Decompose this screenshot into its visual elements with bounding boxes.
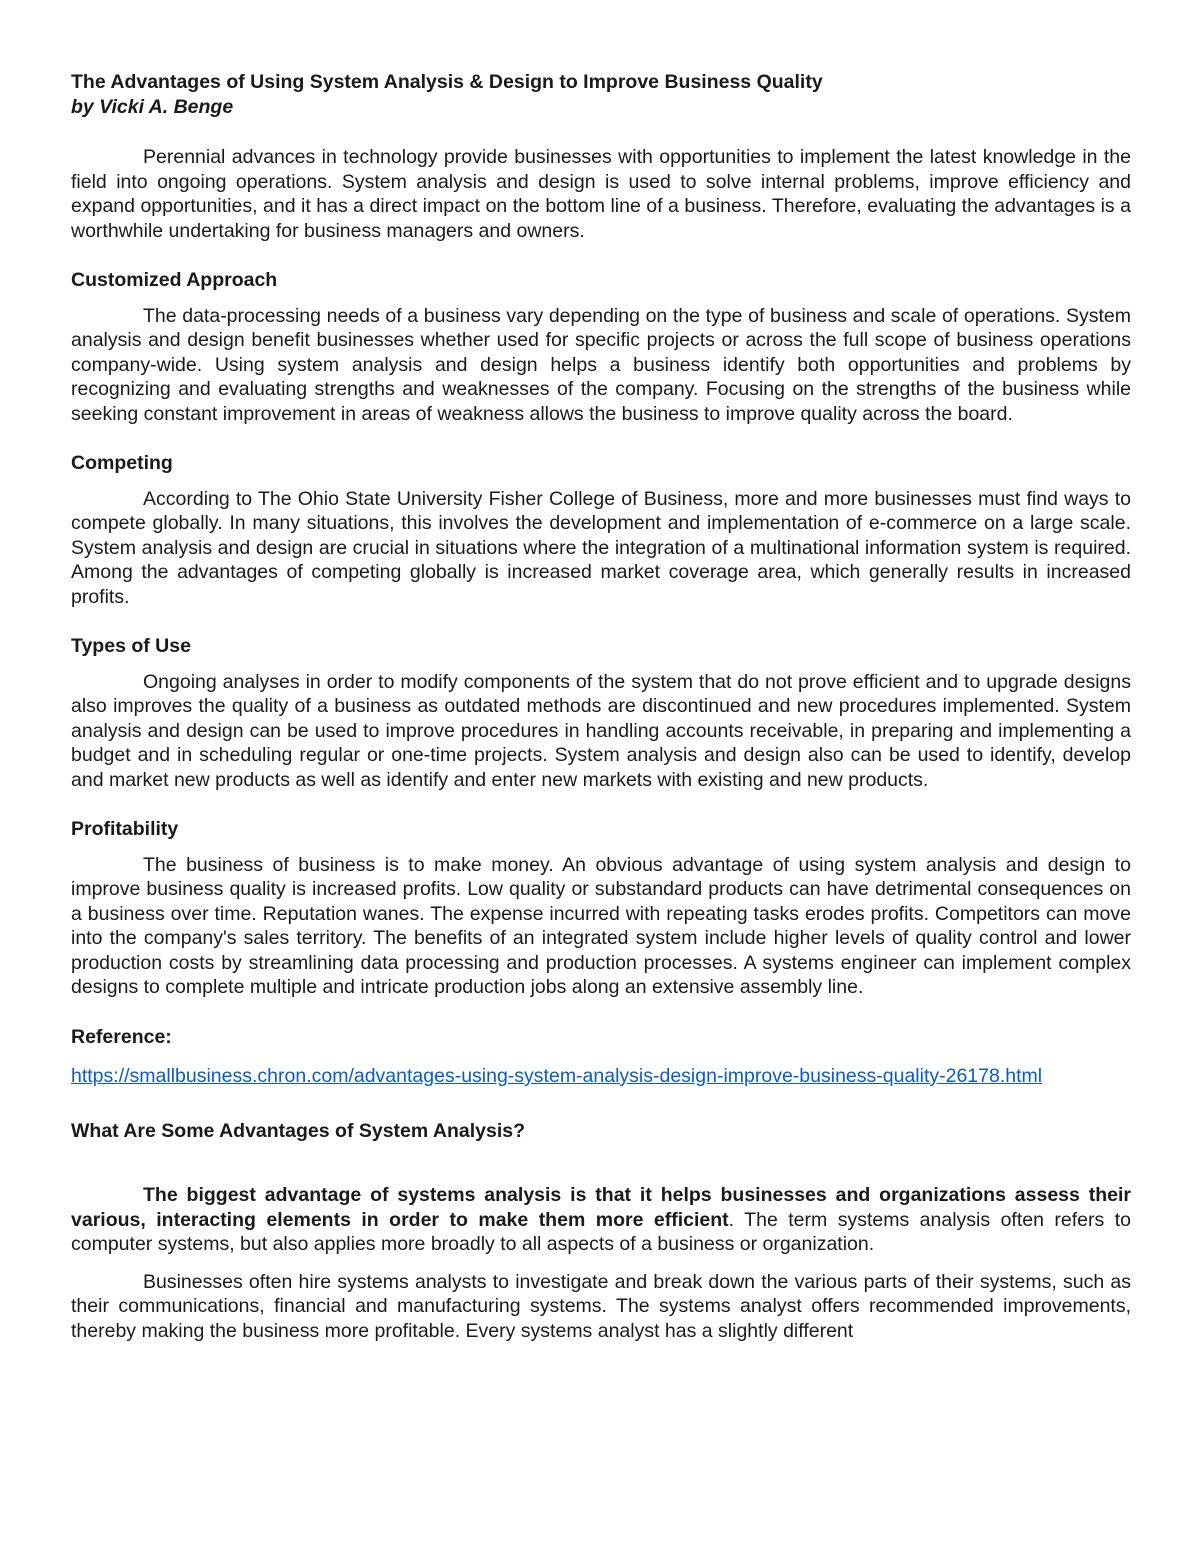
intro-paragraph: Perennial advances in technology provide businesses with opportunities to implement the latest knowledge in the field into ongoing operations. System analysis and design is used to solve internal problems, improve efficiency and expand opportunities, and it has a direct impact on the bottom line of a business. Therefore, evaluating the advantages is a worthwhile undertaking for business managers and owners.	[71, 146, 1131, 242]
reference-heading: Reference:	[71, 1025, 172, 1048]
answer-paragraph	[71, 1183, 1131, 1257]
section-heading-profitability: Profitability	[71, 818, 179, 840]
document-page	[71, 70, 1131, 1356]
section-heading-competing: Competing	[71, 452, 173, 474]
section-body-customized-approach: The data-processing needs of a business vary depending on the type of business and scale of operations. System analysis and design benefit businesses whether used for specific projects or across the full scope of business operations company-wide. Using system analysis and design helps a business identify both opportunities and problems by recognizing and evaluating strengths and weaknesses of the company. Focusing on the strengths of the business while seeking constant improvement in areas of weakness allows the business to improve quality across the board.	[71, 304, 1131, 425]
reference-link[interactable]: https://smallbusiness.chron.com/advantages-using-system-analysis-design-improve-business-quality-26178.html	[71, 1065, 1043, 1087]
document-author: by Vicki A. Benge	[71, 95, 234, 118]
section-body-competing: According to The Ohio State University Fisher College of Business, more and more businesses must find ways to compete globally. In many situations, this involves the development and implementation of e-commerce on a large scale. System analysis and design are crucial in situations where the integration of a multinational information system is required. Among the advantages of competing globally is increased market coverage area, which generally results in increased profits.	[71, 487, 1131, 608]
section-heading-customized-approach: Customized Approach	[71, 269, 278, 291]
closing-paragraph: Businesses often hire systems analysts to investigate and break down the various parts of their systems, such as their communications, financial and manufacturing systems. The systems analyst offers recommended improvements, thereby making the business more profitable. Every systems analyst has a slightly different	[71, 1270, 1131, 1342]
section-body-profitability: The business of business is to make money. An obvious advantage of using system analysis and design to improve business quality is increased profits. Low quality or substandard products can have detrimental consequences on a business over time. Reputation wanes. The expense incurred with repeating tasks erodes profits. Competitors can move into the company's sales territory. The benefits of an integrated system include higher levels of quality control and lower production costs by streamlining data processing and production processes. A systems engineer can implement complex designs to complete multiple and intricate production jobs along an extensive assembly line.	[71, 853, 1131, 998]
question-heading: What Are Some Advantages of System Analysis?	[71, 1119, 526, 1142]
answer-rest-text: . The term systems analysis often refers to computer systems, but also applies more broadly to all aspects of a business or organization.	[71, 1208, 1131, 1255]
section-body-types-of-use: Ongoing analyses in order to modify components of the system that do not prove efficient and to upgrade designs also improves the quality of a business as outdated methods are discontinued and new procedures implemented. System analysis and design can be used to improve procedures in handling accounts receivable, in preparing and implementing a budget and in scheduling regular or one-time projects. System analysis and design also can be used to identify, develop and market new products as well as identify and enter new markets with existing and new products.	[71, 670, 1131, 791]
document-title: The Advantages of Using System Analysis & Design to Improve Business Quality	[71, 71, 823, 93]
answer-bold-text: The biggest advantage of systems analysis is that it helps businesses and organizations assess their various, interacting elements in order to make them more efficient	[71, 1184, 1131, 1231]
section-heading-types-of-use: Types of Use	[71, 635, 191, 657]
